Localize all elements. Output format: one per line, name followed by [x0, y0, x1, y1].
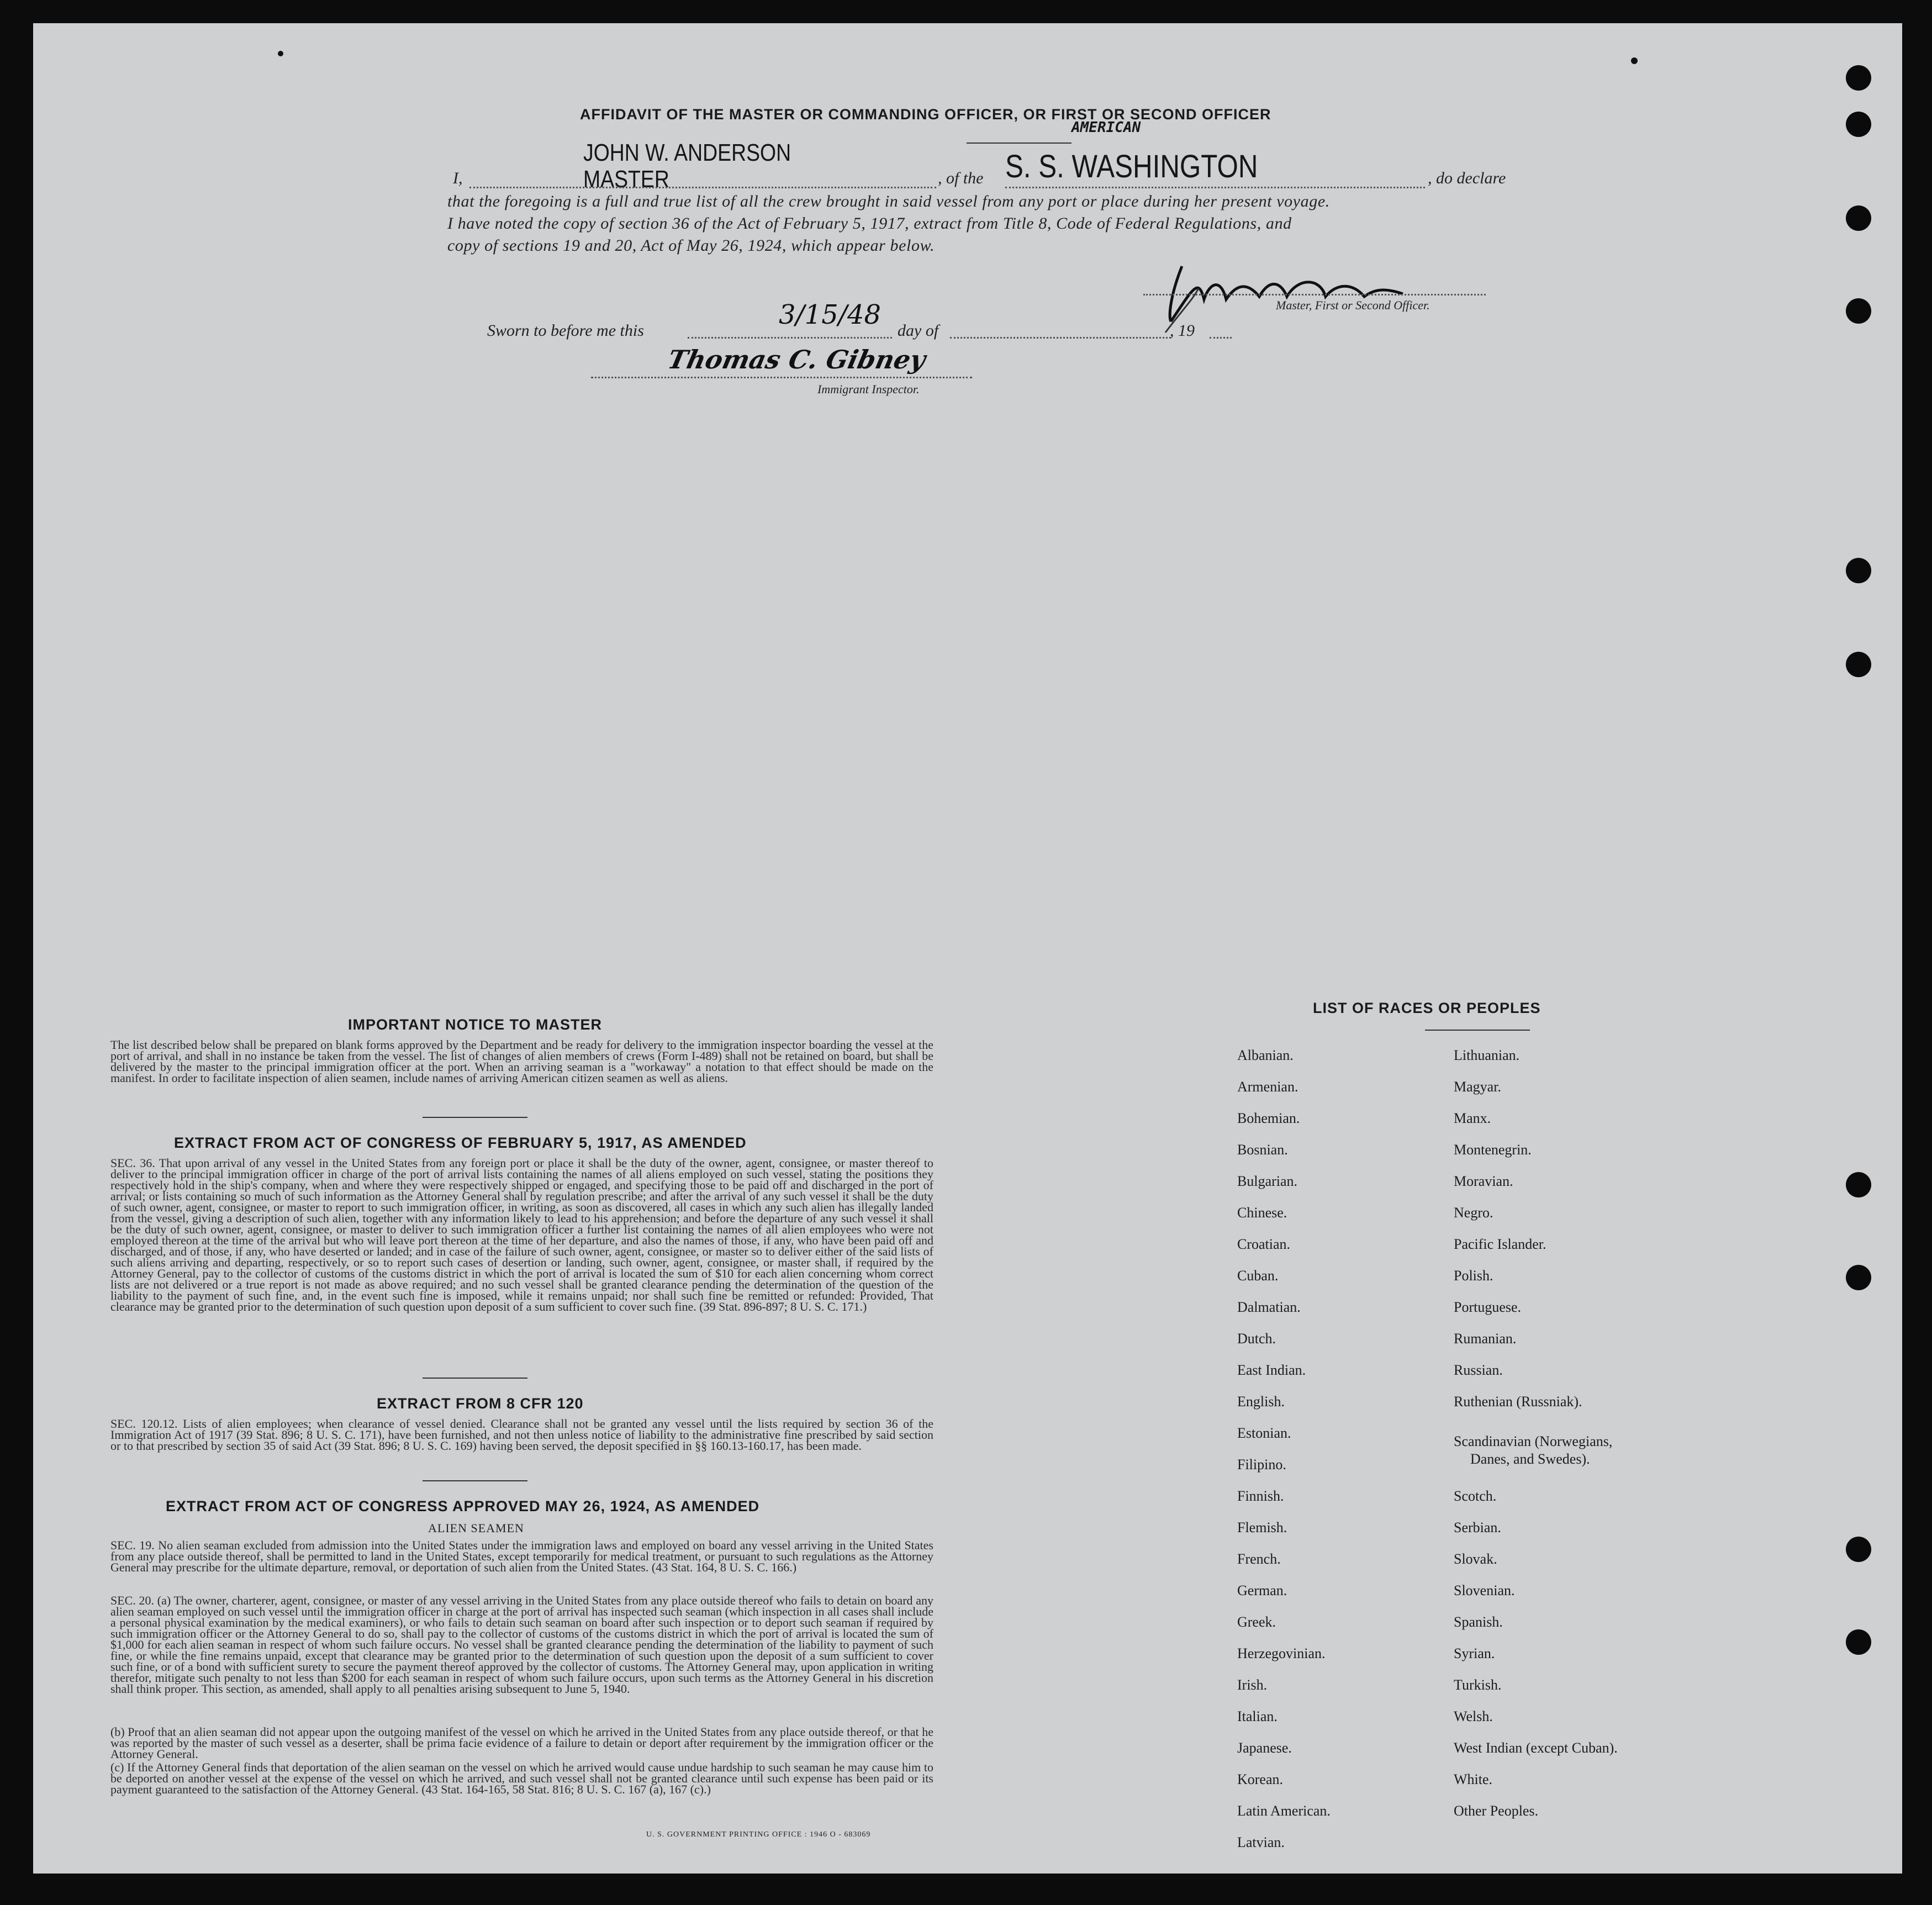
ink-spot-icon: [278, 51, 283, 56]
race-left: Bosnian.: [1237, 1142, 1288, 1158]
race-right: Rumanian.: [1454, 1331, 1517, 1347]
declaration-line-2: I have noted the copy of section 36 of the Act of February 5, 1917, extract from Title 8, Code of Federal Regulations, and: [447, 214, 1292, 233]
extract-1917-body: SEC. 36. That upon arrival of any vessel in the United States from any foreign port or place it shall be the duty of the owner, agent, consignee, or master thereof to deliver to the principal immigration officer in charge of the port of arrival lists containing the names of all aliens employed on such vessel, stating the positions they respectively hold in the ship's company, when and where they were respectively shipped or engaged, and specifying those to be paid off and discharged in the port of arrival; or lists containing so much of such information as the Attorney General shall by regulation prescribe; and after the arrival of any such vessel it shall be the duty of such owner, agent, consignee, or master to report to such immigration officer, in writing, as soon as discovered, all cases in which any such alien has illegally landed from the vessel, giving a description of such alien, together with any information likely to lead to his apprehension; and before the departure of any such vessel it shall be the duty of such owner, agent, consignee, or master to deliver to such immigration officer a further list containing the names of all alien employees who were not employed thereon at the time of the arrival but who will leave port thereon at the time of her departure, and also the names of those, if any, who have been paid off and discharged, and of those, if any, who have deserted or landed; and in case of the failure of such owner, agent, consignee, or master so to deliver either of the said lists of such aliens arriving and departing, respectively, or so to report such cases of desertion or landing, such owner, agent, consignee, or master shall, if required by the Attorney General, pay to the collector of customs of the customs district in which the port of arrival is located the sum of $10 for each alien concerning whom correct lists are not delivered or a true report is not made as above required; and no such vessel shall be granted clearance pending the determination of the question of the liability to the payment of such fine, and, in the event such fine is imposed, while it remains unpaid; nor shall such fine be remitted or refunded: Provided, That clearance may be granted prior to the determination of such question upon deposit of a sum sufficient to cover such fine. (39 Stat. 896-897; 8 U. S. C. 171.): [110, 1156, 933, 1313]
race-left: Greek.: [1237, 1614, 1276, 1630]
affidavit-title: AFFIDAVIT OF THE MASTER OR COMMANDING OFFICER, OR FIRST OR SECOND OFFICER: [580, 106, 1271, 123]
vessel-name: S. S. WASHINGTON: [1005, 149, 1258, 184]
sworn-label: Sworn to before me this: [487, 321, 644, 340]
i-label: I,: [453, 169, 463, 187]
race-left: Irish.: [1237, 1677, 1268, 1693]
notice-body: The list described below shall be prepared on blank forms approved by the Department and be ready for delivery to the immigration inspector boarding the vessel at the port of arrival, and shall in no instance be taken from the vessel. The list of changes of alien members of crews (Form I-489) shall not be retained on board, but shall be delivered by the master to the principal immigration officer at the port. When an arriving seaman is a "workaway" a notation to that effect should be made on the manifest. In order to facilitate inspection of alien seamen, include names of arriving American citizen seamen as well as aliens.: [110, 1038, 933, 1085]
race-right: Lithuanian.: [1454, 1047, 1520, 1063]
race-right: Scandinavian (Norwegians,: [1454, 1433, 1613, 1449]
ink-spot-icon: [1631, 57, 1638, 64]
year-dotted-line: [1210, 337, 1232, 339]
sec20a-body: SEC. 20. (a) The owner, charterer, agent, consignee, or master of any vessel arriving in the United States from any place outside thereof who fails to detain on board any alien seaman employed on such vessel until the immigration officer in charge at the port of arrival has inspected such seaman (which inspection in all cases shall include a personal physical examination by the medical examiners), or who fails to detain such seaman on board after such inspection or to deport such seaman if required by such immigration officer or the Attorney General to do so, shall pay to the collector of customs of the customs district in which the port of arrival is located the sum of $1,000 for each alien seaman in respect of whom such failure occurs. No vessel shall be granted clearance pending the determination of the liability to payment of such fine, or while the fine remains unpaid, except that clearance may be granted prior to the determination of such question upon the deposit of a sum sufficient to cover such fine, or of a bond with sufficient surety to secure the payment thereof approved by the collector of customs. The Attorney General may, upon application in writing therefor, mitigate such penalty to not less than $200 for each seaman in respect of whom such failure occurs, upon such terms as the Attorney General in his discretion shall think proper. This section, as amended, shall apply to all penalties arising subsequent to June 5, 1940.: [110, 1593, 933, 1696]
alien-seamen-subtitle: ALIEN SEAMEN: [428, 1521, 524, 1535]
race-right: Slovenian.: [1454, 1582, 1515, 1598]
inspector-signature: Thomas C. Gibney: [665, 345, 928, 374]
race-left: Flemish.: [1237, 1519, 1287, 1535]
divider-2: [423, 1378, 527, 1379]
punch-hole-icon: [1846, 1265, 1871, 1290]
races-underline: [1425, 1030, 1530, 1031]
races-title: LIST OF RACES OR PEOPLES: [1313, 1000, 1541, 1016]
sec19-body: SEC. 19. No alien seaman excluded from admission into the United States under the immigration laws and employed on board any vessel arriving in the United States from any place outside thereof, shall be permitted to land in the United States, except temporarily for medical treatment, or pursuant to such regulations as the Attorney General may prescribe for the ultimate departure, removal, or deportation of such alien from the United States. (43 Stat. 164, 8 U. S. C. 166.): [110, 1538, 933, 1574]
race-right: Magyar.: [1454, 1079, 1501, 1095]
punch-hole-icon: [1846, 298, 1871, 324]
race-left: Latin American.: [1237, 1803, 1331, 1819]
punch-hole-icon: [1846, 1172, 1871, 1197]
race-left: Dutch.: [1237, 1331, 1276, 1347]
race-right: Serbian.: [1454, 1519, 1501, 1535]
printer-line: U. S. GOVERNMENT PRINTING OFFICE : 1946 O - 683069: [646, 1830, 871, 1839]
punch-hole-icon: [1846, 652, 1871, 677]
sec20b-body: (b) Proof that an alien seaman did not appear upon the outgoing manifest of the vessel on which he arrived in the United States from any place outside thereof, or that he was reported by the master of such vessel as a deserter, shall be prima facie evidence of a failure to detain or deport after requirement by the immigration officer or the Attorney General.: [110, 1725, 933, 1761]
race-left: English.: [1237, 1394, 1285, 1410]
race-right: Ruthenian (Russniak).: [1454, 1394, 1582, 1410]
extract-cfr-title: EXTRACT FROM 8 CFR 120: [377, 1395, 584, 1412]
race-right: Scotch.: [1454, 1488, 1497, 1504]
extract-1917-title: EXTRACT FROM ACT OF CONGRESS OF FEBRUARY 5, 1917, AS AMENDED: [174, 1134, 747, 1151]
signature-caption: Master, First or Second Officer.: [1276, 298, 1430, 312]
race-left: Albanian.: [1237, 1047, 1294, 1063]
punch-hole-icon: [1846, 65, 1871, 91]
master-signature: [1160, 244, 1447, 338]
race-right: Turkish.: [1454, 1677, 1502, 1693]
race-left: Korean.: [1237, 1771, 1284, 1787]
race-left: Herzegovinian.: [1237, 1645, 1326, 1661]
race-left: Japanese.: [1237, 1740, 1292, 1756]
divider-3: [423, 1480, 527, 1481]
race-right: West Indian (except Cuban).: [1454, 1740, 1618, 1756]
race-right: Moravian.: [1454, 1173, 1513, 1189]
title-underline: [967, 143, 1071, 144]
race-left: Bohemian.: [1237, 1110, 1300, 1126]
race-right: Welsh.: [1454, 1708, 1493, 1724]
race-left: Dalmatian.: [1237, 1299, 1301, 1315]
race-left: East Indian.: [1237, 1362, 1306, 1378]
race-right: Russian.: [1454, 1362, 1503, 1378]
race-left: Chinese.: [1237, 1205, 1287, 1221]
race-left: French.: [1237, 1551, 1281, 1567]
race-left: Latvian.: [1237, 1834, 1285, 1850]
race-right: Other Peoples.: [1454, 1803, 1539, 1819]
race-right: Danes, and Swedes).: [1470, 1451, 1590, 1467]
master-rank: MASTER: [583, 166, 669, 193]
race-left: Italian.: [1237, 1708, 1278, 1724]
sworn-date: 3/15/48: [779, 299, 881, 330]
inspector-caption: Immigrant Inspector.: [817, 382, 920, 396]
punch-hole-icon: [1846, 558, 1871, 583]
punch-hole-icon: [1846, 205, 1871, 231]
race-right: Spanish.: [1454, 1614, 1503, 1630]
race-right: Slovak.: [1454, 1551, 1497, 1567]
of-the-label: , of the: [938, 169, 984, 187]
vessel-dotted-line: [1005, 187, 1425, 188]
race-right: Polish.: [1454, 1268, 1493, 1284]
signature-dotted-line: [1143, 294, 1486, 295]
year-label: , 19: [1170, 321, 1195, 340]
month-dotted-line: [950, 337, 1171, 339]
declaration-line-3: copy of sections 19 and 20, Act of May 26, 1924, which appear below.: [447, 236, 935, 255]
punch-hole-icon: [1846, 1629, 1871, 1655]
divider-1: [423, 1117, 527, 1118]
name-dotted-line: [469, 187, 936, 188]
race-left: Finnish.: [1237, 1488, 1284, 1504]
punch-hole-icon: [1846, 1537, 1871, 1562]
sec20c-body: (c) If the Attorney General finds that deportation of the alien seaman on the vessel on which he arrived would cause undue hardship to such seaman he may cause him to be deported on another vessel at the expense of the vessel on which he arrived, and such vessel shall not be granted clearance until such expense has been paid or its payment guaranteed to the satisfaction of the Attorney General. (43 Stat. 164-165, 58 Stat. 816; 8 U. S. C. 167 (a), 167 (c).): [110, 1760, 933, 1796]
race-right: Portuguese.: [1454, 1299, 1522, 1315]
day-of-label: day of: [898, 321, 939, 340]
declaration-line-1: that the foregoing is a full and true list of all the crew brought in said vessel from any port or place during her present voyage.: [447, 192, 1330, 210]
punch-hole-icon: [1846, 112, 1871, 137]
race-right: Negro.: [1454, 1205, 1493, 1221]
race-left: Filipino.: [1237, 1457, 1286, 1473]
race-right: Syrian.: [1454, 1645, 1495, 1661]
race-right: Manx.: [1454, 1110, 1491, 1126]
race-left: Croatian.: [1237, 1236, 1291, 1252]
extract-cfr-body: SEC. 120.12. Lists of alien employees; when clearance of vessel denied. Clearance shall not be granted any vessel until the lists required by section 36 of the Immigration Act of 1917 (39 Stat. 896; 8 U. S. C. 171), have been furnished, and not then unless notice of liability to the administrative fine prescribed by said section or to that prescribed by section 35 of said Act (39 Stat. 896; 8 U. S. C. 169) having been served, the deposit specified in §§ 160.13-160.17, has been made.: [110, 1417, 933, 1453]
race-left: Bulgarian.: [1237, 1173, 1298, 1189]
race-right: Montenegrin.: [1454, 1142, 1532, 1158]
race-right: White.: [1454, 1771, 1493, 1787]
sworn-dotted-line: [688, 337, 892, 339]
extract-1924-title: EXTRACT FROM ACT OF CONGRESS APPROVED MAY 26, 1924, AS AMENDED: [166, 1498, 760, 1514]
master-name: JOHN W. ANDERSON: [583, 139, 791, 166]
do-declare-label: , do declare: [1428, 169, 1506, 187]
inspector-dotted-line: [591, 377, 972, 378]
document-page: [33, 23, 1902, 1874]
race-right: Pacific Islander.: [1454, 1236, 1546, 1252]
race-left: Estonian.: [1237, 1425, 1291, 1441]
nationality-stamp: AMERICAN: [1071, 119, 1141, 136]
race-left: German.: [1237, 1582, 1287, 1598]
race-left: Armenian.: [1237, 1079, 1298, 1095]
race-left: Cuban.: [1237, 1268, 1279, 1284]
notice-title: IMPORTANT NOTICE TO MASTER: [348, 1016, 602, 1033]
